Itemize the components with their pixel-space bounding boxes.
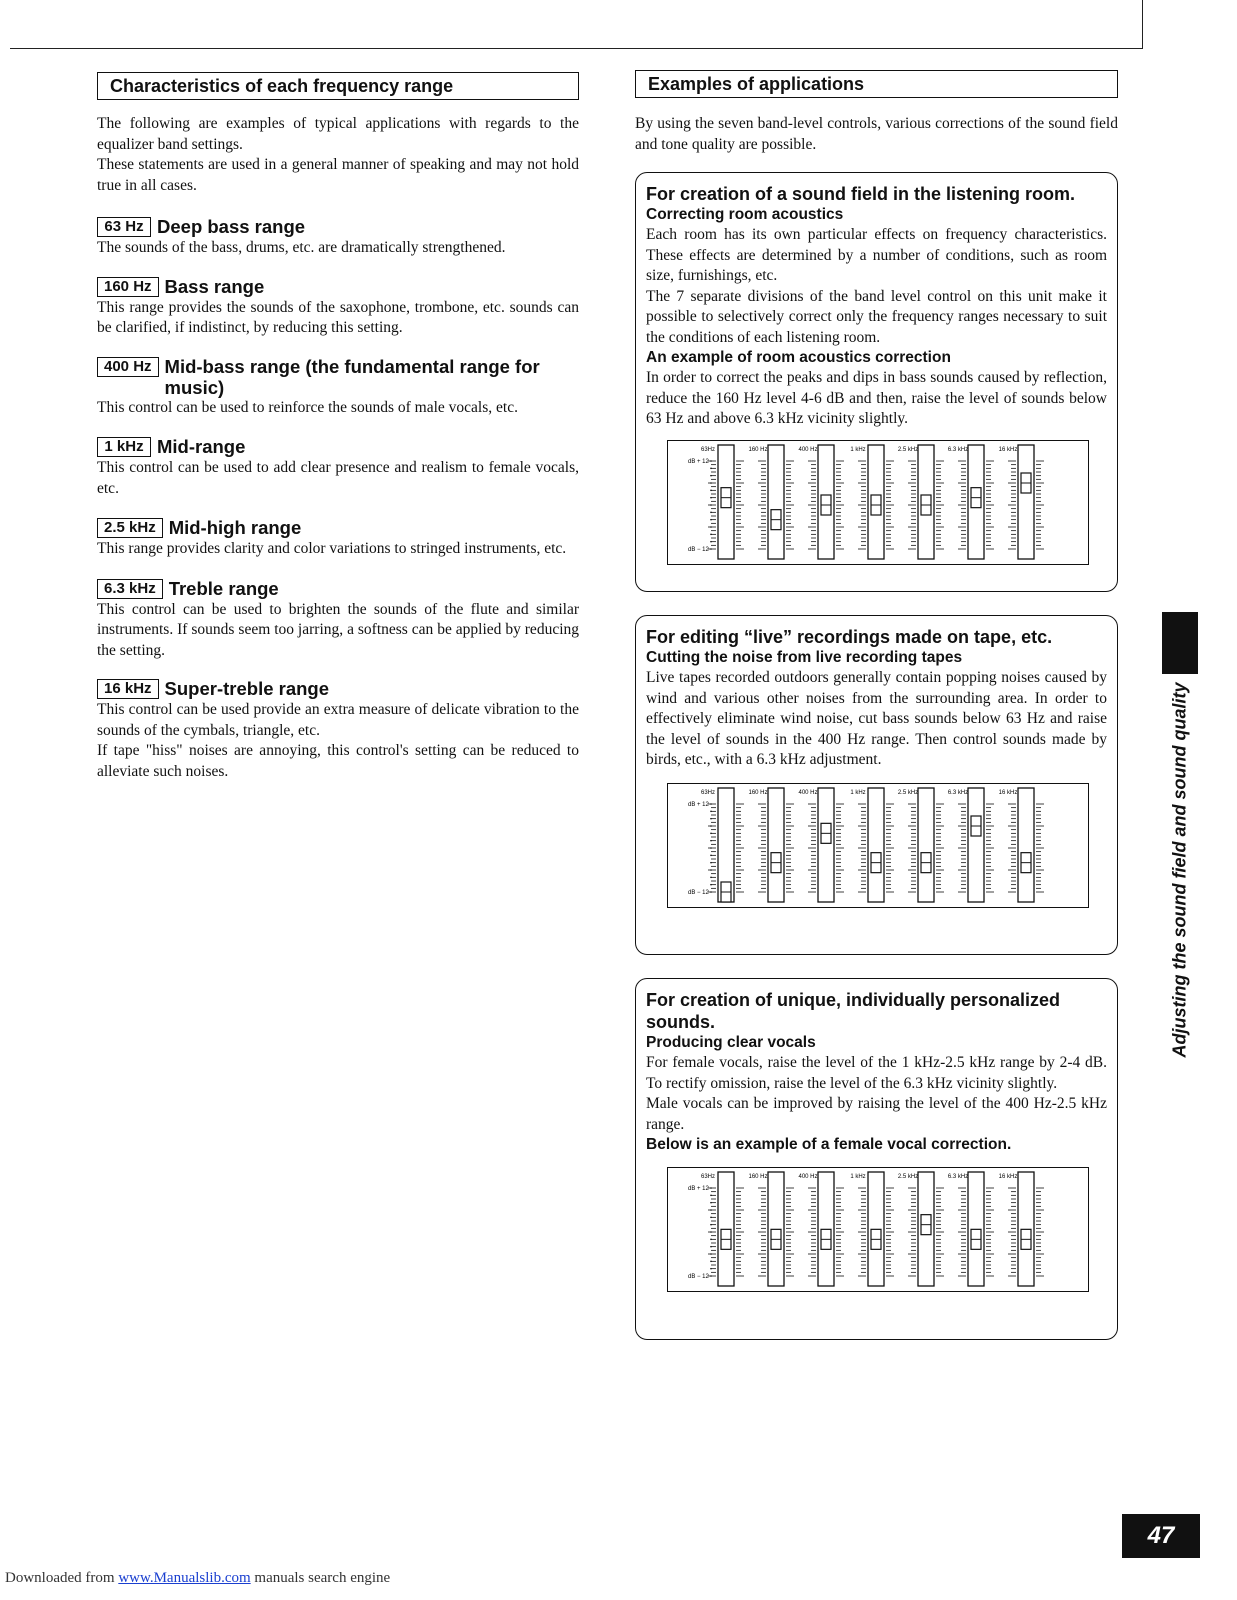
side-tab-text: Adjusting the sound field and sound quality xyxy=(1169,682,1190,1058)
band-2-5khz xyxy=(97,517,579,560)
band-tag: 16 kHz xyxy=(97,679,159,699)
band-400hz xyxy=(97,356,579,419)
box-paragraph: The 7 separate divisions of the band level control on this unit make it possible to selectively correct only the frequency ranges necessary to suit the conditions of each listening room. xyxy=(646,287,1107,346)
equalizer-svg xyxy=(668,784,1090,909)
band-6-3khz xyxy=(97,578,579,662)
page-number: 47 xyxy=(1122,1514,1200,1558)
band-title: Bass range xyxy=(164,275,265,297)
eq-slider-track xyxy=(918,788,934,902)
eq-band-label: 2.5 kHz xyxy=(897,1174,919,1180)
eq-band-label: 2.5 kHz xyxy=(897,789,919,796)
box-subheading: Below is an example of a female vocal correction. xyxy=(646,1136,1012,1153)
band-text: This range provides clarity and color variations to stringed instruments, etc. xyxy=(97,540,567,557)
footer-suffix: manuals search engine xyxy=(250,1570,391,1586)
band-tag: 1 kHz xyxy=(97,437,151,457)
box-paragraph: In order to correct the peaks and dips in bass sounds caused by reflection, reduce the 160 Hz level 4-6 dB and then, raise the level of sounds below 63 Hz and above 6.3 kHz vicinity slightly. xyxy=(646,369,1107,427)
eq-slider-track xyxy=(818,788,834,902)
top-rule xyxy=(10,48,1142,49)
band-title: Treble range xyxy=(168,577,279,599)
eq-band-label: 400 Hz xyxy=(798,789,818,796)
box-paragraph: Live tapes recorded outdoors generally contain popping noises caused by wind and various other noises from the surrounding area. In order to effectively eliminate wind noise, cut bass sounds below 63 Hz and raise the level of sounds in the 400 Hz range. Then control sounds made by birds, etc., with a 6.3 kHz adjustment. xyxy=(646,669,1107,768)
top-right-rule xyxy=(1142,0,1143,49)
side-tab-marker xyxy=(1162,612,1198,674)
box-paragraph: Male vocals can be improved by raising the level of the 400 Hz-2.5 kHz range. xyxy=(646,1095,1107,1133)
eq-band-label: 400 Hz xyxy=(798,446,818,453)
side-tab-label xyxy=(1162,680,1198,1060)
box-subheading: Producing clear vocals xyxy=(646,1034,816,1051)
band-title: Mid-bass range (the fundamental range for music) xyxy=(164,355,540,398)
eq-band-label: 1 kHz xyxy=(850,446,866,453)
eq-slider-track xyxy=(768,788,784,902)
eq-scale-bottom: dB − 12 xyxy=(688,889,709,896)
eq-slider-track xyxy=(1018,445,1034,559)
band-text: This control can be used provide an extra measure of delicate vibration to the sounds of the cymbals, triangle, etc. xyxy=(97,701,579,739)
equalizer-diagram xyxy=(667,1167,1089,1292)
box-paragraph: Each room has its own particular effects on frequency characteristics. These effects are determined by a number of conditions, such as room size, furnishings, etc. xyxy=(646,226,1107,284)
band-text: This range provides the sounds of the saxophone, trombone, etc. sounds can be clarified, if indistinct, by reducing this setting. xyxy=(97,298,579,336)
eq-slider-track xyxy=(1018,788,1034,902)
band-tag: 2.5 kHz xyxy=(97,518,163,538)
eq-band-label: 6.3 kHz xyxy=(947,789,969,796)
eq-slider-track xyxy=(768,445,784,559)
footer-prefix: Downloaded from xyxy=(5,1570,119,1586)
eq-band-label: 6.3 kHz xyxy=(947,446,969,453)
box-title: For editing “live” recordings made on tape, etc. xyxy=(646,627,1053,647)
eq-band-label: 16 kHz xyxy=(998,789,1018,796)
band-tag: 6.3 kHz xyxy=(97,579,163,599)
example-box-live-recordings xyxy=(635,615,1118,955)
intro-paragraph: The following are examples of typical applications with regards to the equalizer band settings. xyxy=(97,115,579,153)
eq-band-label: 400 Hz xyxy=(798,1174,818,1180)
eq-scale-bottom: dB − 12 xyxy=(688,546,709,553)
box-title: For creation of unique, individually personalized sounds. xyxy=(646,990,1061,1032)
box-subheading: Correcting room acoustics xyxy=(646,206,844,223)
band-text: The sounds of the bass, drums, etc. are dramatically strengthened. xyxy=(97,239,506,256)
band-title: Mid-range xyxy=(157,436,246,457)
right-column xyxy=(635,70,1118,155)
band-title: Mid-high range xyxy=(168,517,302,538)
band-text: This control can be used to reinforce the sounds of male vocals, etc. xyxy=(97,398,518,416)
band-63hz xyxy=(97,216,579,259)
eq-band-label: 1 kHz xyxy=(850,1174,866,1180)
section-header-applications: Examples of applications xyxy=(635,70,1118,98)
eq-band-label: 160 Hz xyxy=(748,789,768,796)
eq-band-label: 2.5 kHz xyxy=(897,446,919,453)
eq-scale-top: dB + 12 xyxy=(688,1186,709,1192)
box-subheading: An example of room acoustics correction xyxy=(646,349,951,366)
box-paragraph: For female vocals, raise the level of the 1 kHz-2.5 kHz range by 2-4 dB. To rectify omission, raise the level of the 6.3 kHz vicinity slightly. xyxy=(646,1054,1107,1092)
footer xyxy=(5,1570,390,1587)
box-subheading: Cutting the noise from live recording tapes xyxy=(646,649,963,666)
band-tag: 63 Hz xyxy=(97,217,151,237)
eq-band-label: 16 kHz xyxy=(998,1174,1018,1180)
eq-band-label: 160 Hz xyxy=(748,1174,768,1180)
band-16khz xyxy=(97,678,579,782)
band-title: Deep bass range xyxy=(157,216,306,237)
band-160hz xyxy=(97,276,579,339)
eq-band-label: 63Hz xyxy=(700,789,716,796)
equalizer-diagram xyxy=(667,440,1089,565)
equalizer-svg xyxy=(668,1168,1090,1293)
example-box-listening-room xyxy=(635,172,1118,592)
band-1khz xyxy=(97,436,579,499)
box-title: For creation of a sound field in the listening room. xyxy=(646,184,1076,204)
left-column xyxy=(97,72,579,782)
band-tag: 160 Hz xyxy=(97,277,159,297)
intro xyxy=(97,114,579,196)
eq-band-label: 63Hz xyxy=(700,1174,716,1180)
eq-slider-track xyxy=(968,788,984,902)
section-header-characteristics: Characteristics of each frequency range xyxy=(97,72,579,100)
footer-link[interactable]: www.Manualslib.com xyxy=(118,1570,251,1586)
band-text: This control can be used to brighten the sounds of the flute and similar instruments. If sounds seem too jarring, a softness can be applied by reducing the setting. xyxy=(97,600,579,659)
eq-band-label: 63Hz xyxy=(700,446,716,453)
band-tag: 400 Hz xyxy=(97,357,159,377)
band-text: This control can be used to add clear presence and realism to female vocals, etc. xyxy=(97,459,579,497)
eq-band-label: 6.3 kHz xyxy=(947,1174,969,1180)
eq-band-label: 16 kHz xyxy=(998,446,1018,453)
equalizer-svg xyxy=(668,441,1090,566)
eq-scale-bottom: dB − 12 xyxy=(688,1274,709,1280)
intro-paragraph: These statements are used in a general manner of speaking and may not hold true in all cases. xyxy=(97,156,579,194)
applications-intro: By using the seven band-level controls, various corrections of the sound field and tone quality are possible. xyxy=(635,115,1118,153)
eq-band-label: 160 Hz xyxy=(748,446,768,453)
band-title: Super-treble range xyxy=(164,678,330,699)
eq-scale-top: dB + 12 xyxy=(688,458,709,465)
eq-band-label: 1 kHz xyxy=(850,789,866,796)
example-box-personalized-sounds xyxy=(635,978,1118,1340)
equalizer-diagram xyxy=(667,783,1089,908)
band-text: If tape "hiss" noises are annoying, this control's setting can be reduced to alleviate such noises. xyxy=(97,742,579,780)
eq-scale-top: dB + 12 xyxy=(688,801,709,808)
eq-slider-track xyxy=(868,788,884,902)
